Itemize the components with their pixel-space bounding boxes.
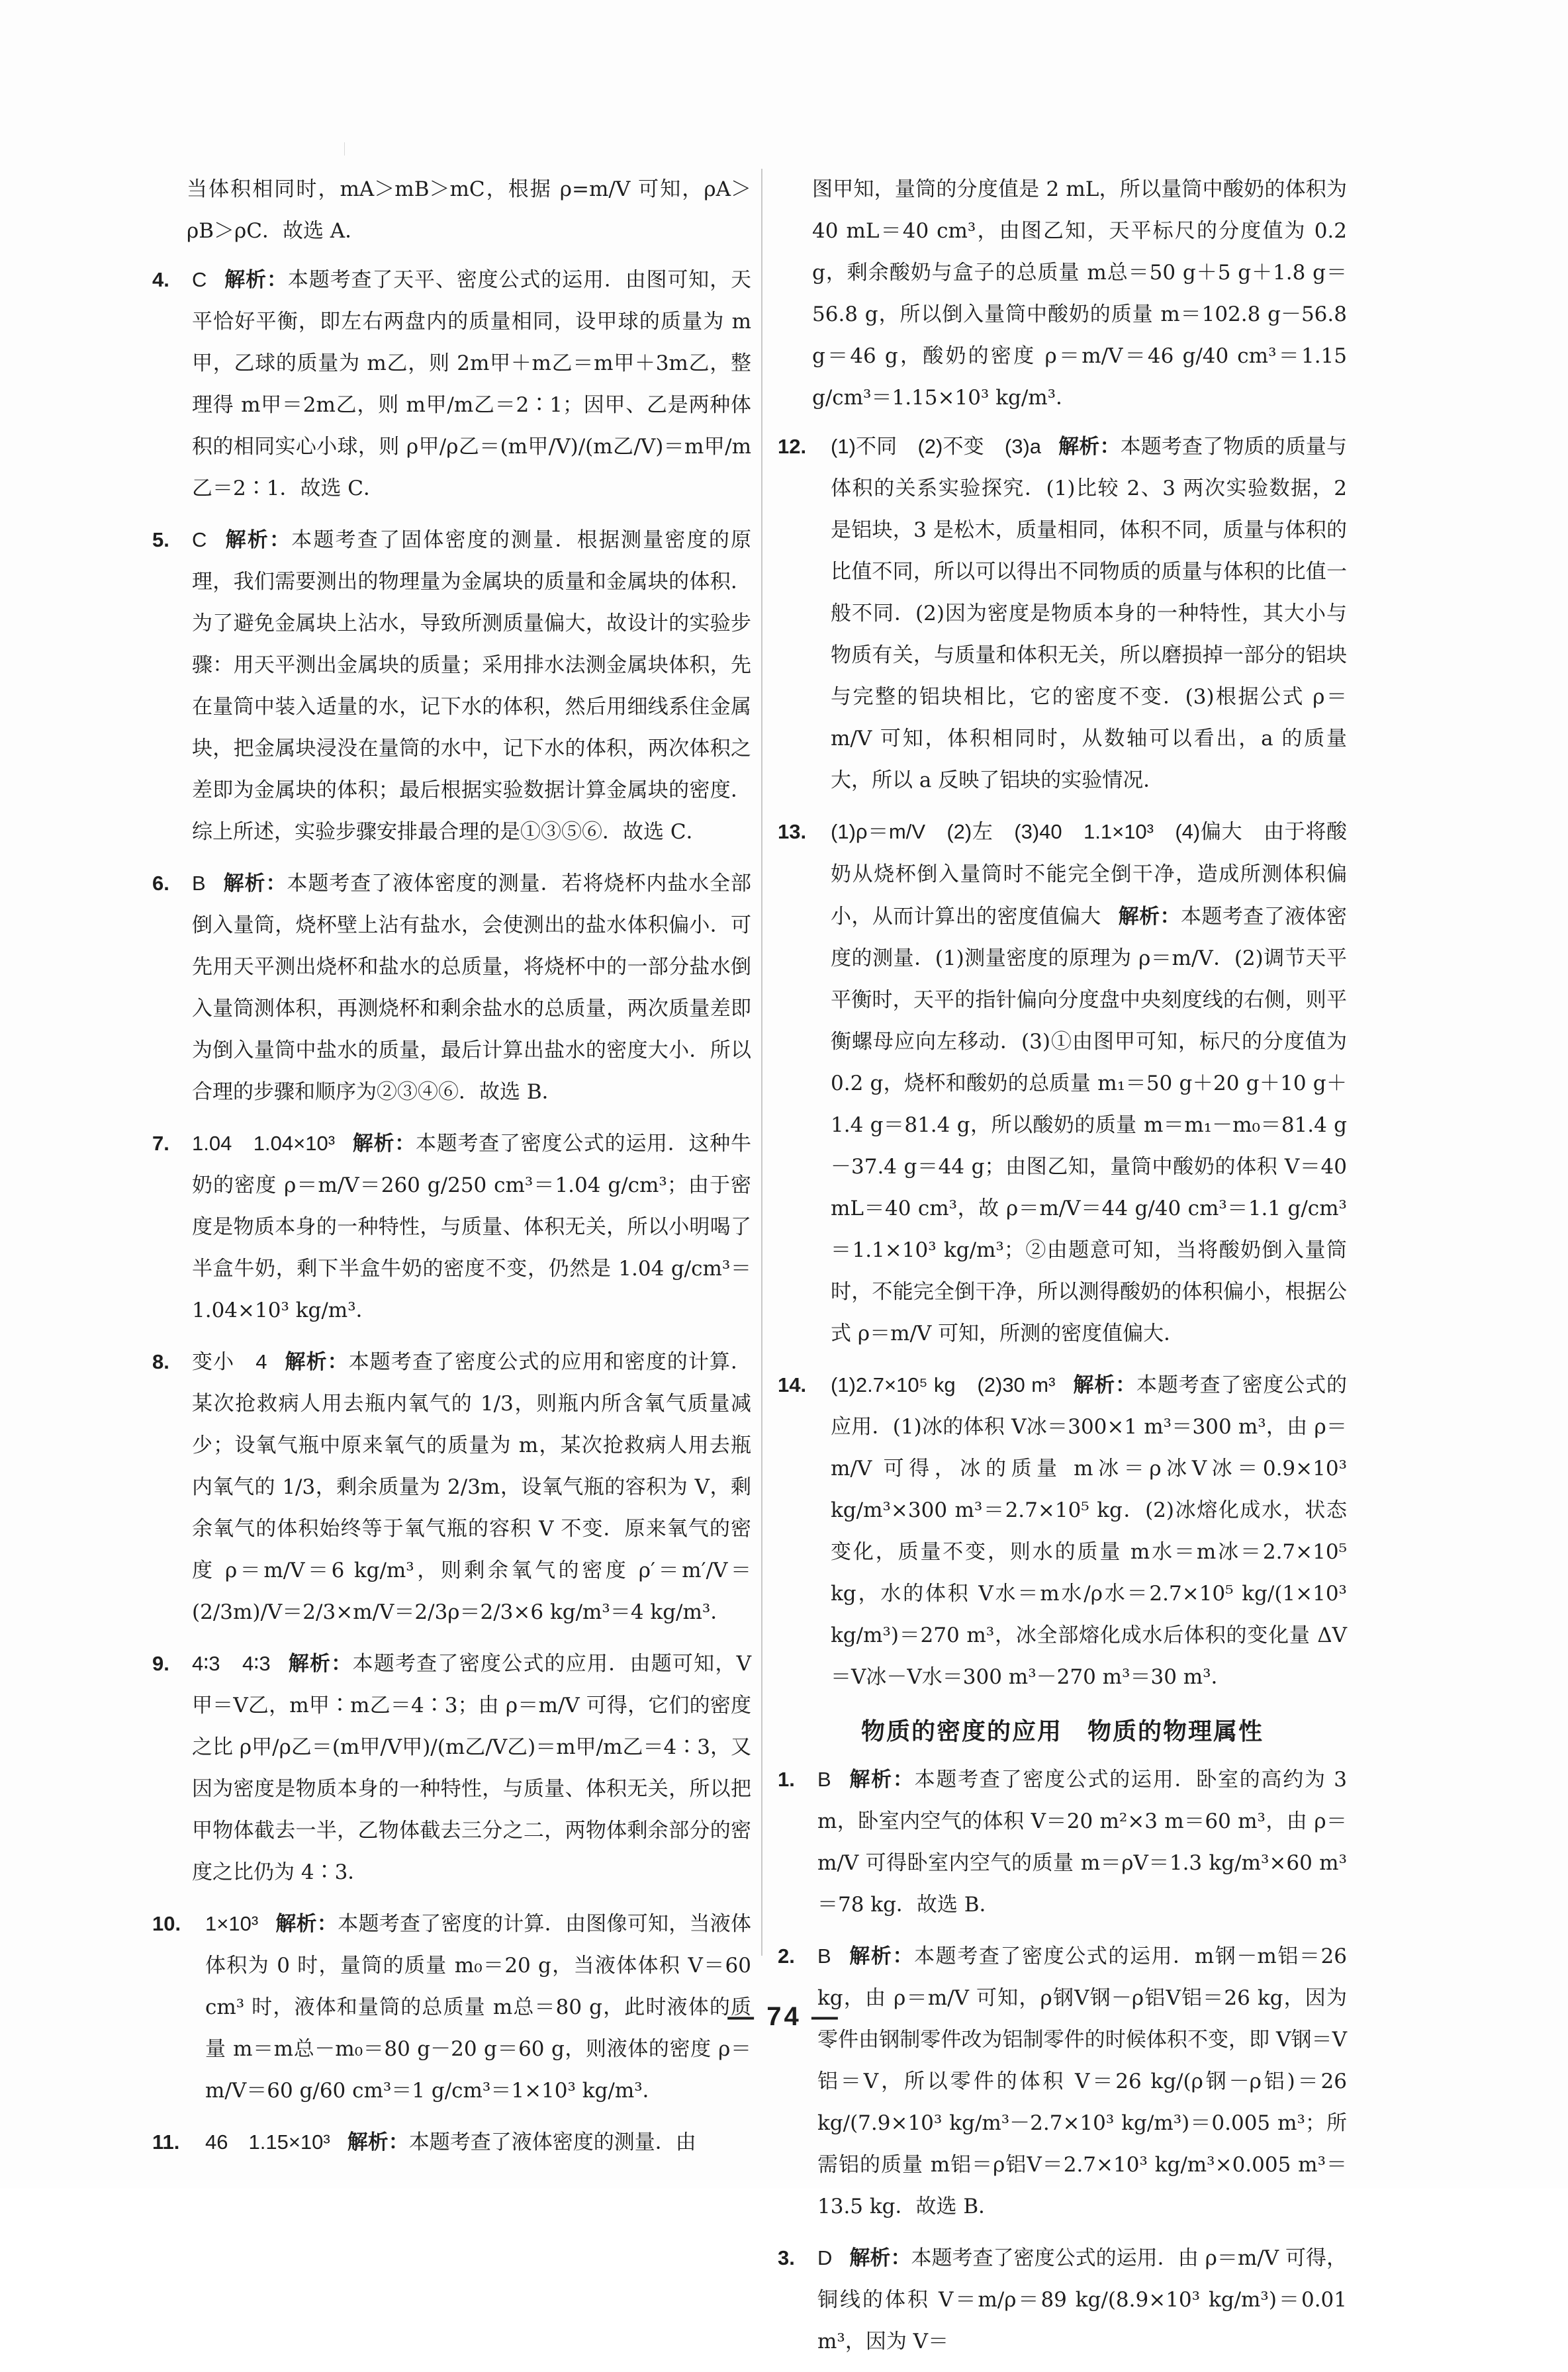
analysis-text: 本题考查了密度公式的运用．m钢－m铝＝26 kg，由 ρ＝m/V 可知，ρ钢V钢－ρ铝V铝＝26 kg，因为零件由钢制零件改为铝制零件的时候体积不变，即 V钢＝V铝＝V，所以零件的体积 V＝26 kg/(ρ钢－ρ铝)＝26 kg/(7.9×10³ kg/m³－2.7×10³ kg/m³)＝0.005 m³；所需铝的质量 m铝＝ρ铝V＝2.7×10³ kg/m³×0.005 m³＝13.5 kg．故选 B． (817, 1944, 1347, 2218)
analysis-label: 解析： (222, 872, 287, 895)
answer-text: B (192, 872, 206, 895)
item-content (817, 1758, 1347, 1926)
page-number: — 74 — (727, 2002, 841, 2031)
item-content (831, 426, 1347, 801)
answer-item (152, 2121, 751, 2164)
answer-item (152, 1122, 751, 1332)
answer-item (778, 1758, 1347, 1926)
analysis-text: 本题考查了密度公式的应用．由题可知，V甲＝V乙，m甲∶m乙＝4∶3；由 ρ＝m/V 可得，它们的密度之比 ρ甲/ρ乙＝(m甲/V甲)/(m乙/V乙)＝m甲/m乙＝4∶3，又因为密度是物质本身的一种特性，与质量、体积无关，所以把甲物体截去一半，乙物体截去三分之二，两物体剩余部分的密度之比仍为 4∶3． (192, 1652, 751, 1884)
right-column (778, 169, 1347, 2372)
intro-continuation: 当体积相同时，mA＞mB＞mC，根据 ρ=m/V 可知，ρA＞ρB＞ρC．故选 A． (187, 177, 751, 243)
right-item-list (778, 426, 1347, 1698)
analysis-text: 本题考查了液体密度的测量．若将烧杯内盐水全部倒入量筒，烧杯壁上沾有盐水，会使测出的盐水体积偏小．可先用天平测出烧杯和盐水的总质量，将烧杯中的一部分盐水倒入量筒测体积，再测烧杯和剩余盐水的总质量，两次质量差即为倒入量筒中盐水的质量，最后计算出盐水的密度大小．所以合理的步骤和顺序为②③④⑥．故选 B． (192, 872, 752, 1104)
analysis-text: 本题考查了固体密度的测量．根据测量密度的原理，我们需要测出的物理量为金属块的质量和金属块的体积．为了避免金属块上沾水，导致所测质量偏大，故设计的实验步骤：用天平测出金属块的质量；采用排水法测金属块体积，先在量筒中装入适量的水，记下水的体积，然后用细线系住金属块，把金属块浸没在量筒的水中，记下水的体积，两次体积之差即为金属块的体积；最后根据实验数据计算金属块的密度．综上所述，实验步骤安排最合理的是①③⑤⑥．故选 C． (192, 528, 752, 844)
section-title: 物质的密度的应用 物质的物理属性 (860, 1718, 1264, 1745)
analysis-text: 本题考查了密度公式的运用．由 ρ＝m/V 可得，铜线的体积 V＝m/ρ＝89 kg/(8.9×10³ kg/m³)＝0.01 m³，因为 V＝ (817, 2246, 1347, 2353)
answer-text: 1.04 1.04×10³ (192, 1132, 336, 1155)
answer-item (778, 2237, 1347, 2363)
item-number: 12. (778, 435, 807, 458)
answer-text: 46 1.15×10³ (205, 2130, 330, 2154)
item-content (192, 1122, 751, 1332)
analysis-label: 解析： (287, 1652, 353, 1676)
left-item-list (152, 259, 751, 2164)
answer-item (152, 1341, 751, 1633)
item-content (192, 862, 751, 1113)
item-number: 6. (152, 872, 169, 895)
item-number: 4. (152, 268, 169, 291)
analysis-label: 解析： (347, 2130, 409, 2154)
item-content (192, 259, 751, 510)
analysis-label: 解析： (848, 1768, 915, 1792)
analysis-label: 解析： (352, 1132, 416, 1156)
analysis-text: 本题考查了物质的质量与体积的关系实验探究．(1)比较 2、3 两次实验数据，2 是铝块，3 是松木，质量相同，体积不同，质量与体积的比值不同，所以可以得出不同物质的质量与体积的比值一般不同．(2)因为密度是物质本身的一种特性，其大小与物质有关，与质量和体积无关，所以磨损掉一部分的铝块与完整的铝块相比，它的密度不变．(3)根据公式 ρ＝m/V 可知，体积相同时，从数轴可以看出，a 的质量大，所以 a 反映了铝块的实验情况． (831, 435, 1347, 792)
analysis-label: 解析： (849, 2246, 911, 2270)
item-content (192, 519, 751, 853)
answer-item (778, 1935, 1347, 2228)
item-number: 8. (152, 1350, 169, 1373)
answer-item (152, 1643, 751, 1893)
answer-text: 变小 4 (192, 1350, 267, 1373)
answer-text: (1)不同 (2)不变 (3)a (831, 435, 1042, 458)
analysis-text: 本题考查了天平、密度公式的运用．由图可知，天平恰好平衡，即左右两盘内的质量相同，设甲球的质量为 m甲，乙球的质量为 m乙，则 2m甲＋m乙＝m甲＋3m乙，整理得 m甲＝2m乙，则 m甲/m乙＝2∶1；因甲、乙是两种体积的相同实心小球，则 ρ甲/ρ乙＝(m甲/V)/(m乙/V)＝m甲/m乙＝2∶1．故选 C． (192, 268, 752, 500)
answer-text: (1)ρ＝m/V (2)左 (3)40 1.1×10³ (4)偏大 由于将酸奶从烧杯倒入量筒时不能完全倒干净，造成所测体积偏小，从而计算出的密度值偏大 (831, 820, 1347, 928)
scan-mark (344, 142, 345, 156)
answer-text: C (192, 268, 207, 291)
analysis-text: 本题考查了液体密度的测量．由 (408, 2130, 696, 2154)
section-item-list (778, 1758, 1347, 2363)
answer-text: 4∶3 4∶3 (192, 1652, 271, 1675)
answer-item (152, 862, 751, 1113)
item-content (831, 811, 1347, 1355)
analysis-text: 本题考查了密度公式的运用．卧室的高约为 3 m，卧室内空气的体积 V＝20 m²×3 m＝60 m³，由 ρ＝m/V 可得卧室内空气的质量 m＝ρV＝1.3 kg/m³×60 m³＝78 kg．故选 B． (817, 1768, 1348, 1917)
analysis-text: 本题考查了密度公式的应用．(1)冰的体积 V冰＝300×1 m³＝300 m³，由 ρ＝m/V 可得，冰的质量 m冰＝ρ冰V冰＝0.9×10³ kg/m³×300 m³＝2.7×10⁵ kg．(2)冰熔化成水，状态变化，质量不变，则水的质量 m水＝m冰＝2.7×10⁵ kg，水的体积 V水＝m水/ρ水＝2.7×10⁵ kg/(1×10³ kg/m³)＝270 m³，冰全部熔化成水后体积的变化量 ΔV＝V冰－V水＝300 m³－270 m³＝30 m³． (831, 1373, 1348, 1689)
item-content (817, 2237, 1347, 2363)
answer-text: B (817, 1768, 831, 1791)
item-number: 7. (152, 1132, 169, 1155)
analysis-label: 解析： (224, 268, 288, 292)
item-number: 13. (778, 820, 807, 843)
analysis-label: 解析： (284, 1350, 349, 1374)
answer-text: C (192, 528, 207, 551)
answer-text: 1×10³ (205, 1912, 259, 1935)
analysis-label: 解析： (1118, 905, 1181, 929)
item-content (205, 2121, 751, 2164)
item-content (192, 1643, 751, 1893)
analysis-text: 本题考查了密度公式的运用．这种牛奶的密度 ρ＝m/V＝260 g/250 cm³＝1.04 g/cm³；由于密度是物质本身的一种特性，与质量、体积无关，所以小明喝了半盒牛奶，剩下半盒牛奶的密度不变，仍然是 1.04 g/cm³＝1.04×10³ kg/m³． (192, 1132, 751, 1322)
analysis-text: 本题考查了液体密度的测量．(1)测量密度的原理为 ρ＝m/V．(2)调节天平平衡时，天平的指针偏向分度盘中央刻度线的右侧，则平衡螺母应向左移动．(3)①由图甲可知，标尺的分度值为 0.2 g，烧杯和酸奶的总质量 m₁＝50 g＋20 g＋10 g＋1.4 g＝81.4 g，所以酸奶的质量 m＝m₁－m₀＝81.4 g－37.4 g＝44 g；由图乙知，量筒中酸奶的体积 V＝40 mL＝40 cm³，故 ρ＝m/V＝44 g/40 cm³＝1.1 g/cm³＝1.1×10³ kg/m³；②由题意可知，当将酸奶倒入量筒时，不能完全倒干净，所以测得酸奶的体积偏小，根据公式 ρ＝m/V 可知，所测的密度值偏大． (831, 905, 1348, 1346)
analysis-text: 本题考查了密度的计算．由图像可知，当液体体积为 0 时，量筒的质量 m₀＝20 g，当液体体积 V＝60 cm³ 时，液体和量筒的总质量 m总＝80 g，此时液体的质量 m＝m总－m₀＝80 g－20 g＝60 g，则液体的密度 ρ＝m/V＝60 g/60 cm³＝1 g/cm³＝1×10³ kg/m³． (205, 1912, 752, 2103)
item-number: 14. (778, 1373, 807, 1396)
analysis-label: 解析： (224, 528, 292, 552)
analysis-label: 解析： (1058, 435, 1121, 459)
answer-text: (1)2.7×10⁵ kg (2)30 m³ (831, 1373, 1056, 1396)
answer-item (778, 1364, 1347, 1698)
item-number: 1. (778, 1768, 795, 1791)
column-divider (761, 169, 762, 1956)
item-11-continuation: 图甲知，量筒的分度值是 2 mL，所以量筒中酸奶的体积为 40 mL＝40 cm³，由图乙知，天平标尺的分度值为 0.2 g，剩余酸奶与盒子的总质量 m总＝50 g＋5 g＋1.8 g＝56.8 g，所以倒入量筒中酸奶的质量 m＝102.8 g－56.8 g＝46 g，酸奶的密度 ρ＝m/V＝46 g/40 cm³＝1.15 g/cm³＝1.15×10³ kg/m³． (812, 177, 1347, 410)
item-content (817, 1935, 1347, 2228)
answer-item (778, 811, 1347, 1355)
analysis-text: 本题考查了密度公式的应用和密度的计算．某次抢救病人用去瓶内氧气的 1/3，则瓶内所含氧气质量减少；设氧气瓶中原来氧气的质量为 m，某次抢救病人用去瓶内氧气的 1/3，剩余质量为 2/3m，设氧气瓶的容积为 V，剩余氧气的体积始终等于氧气瓶的容积 V 不变．原来氧气的密度 ρ＝m/V＝6 kg/m³，则剩余氧气的密度 ρ′＝m′/V＝(2/3m)/V＝2/3×m/V＝2/3ρ＝2/3×6 kg/m³＝4 kg/m³． (192, 1350, 751, 1624)
item-number: 2. (778, 1944, 795, 1968)
item-content (831, 1364, 1347, 1698)
answer-text: D (817, 2246, 833, 2269)
item-number: 5. (152, 528, 169, 551)
item-content (192, 1341, 751, 1633)
item-number: 11. (152, 2130, 180, 2154)
item-number: 10. (152, 1912, 181, 1935)
item-number: 9. (152, 1652, 169, 1675)
analysis-label: 解析： (1072, 1373, 1137, 1397)
answer-item (152, 519, 751, 853)
item-number: 3. (778, 2246, 795, 2269)
answer-text: B (817, 1944, 831, 1968)
analysis-label: 解析： (848, 1944, 915, 1968)
answer-item (778, 426, 1347, 801)
analysis-label: 解析： (275, 1912, 338, 1936)
answer-item (152, 259, 751, 510)
left-column (152, 169, 751, 2173)
